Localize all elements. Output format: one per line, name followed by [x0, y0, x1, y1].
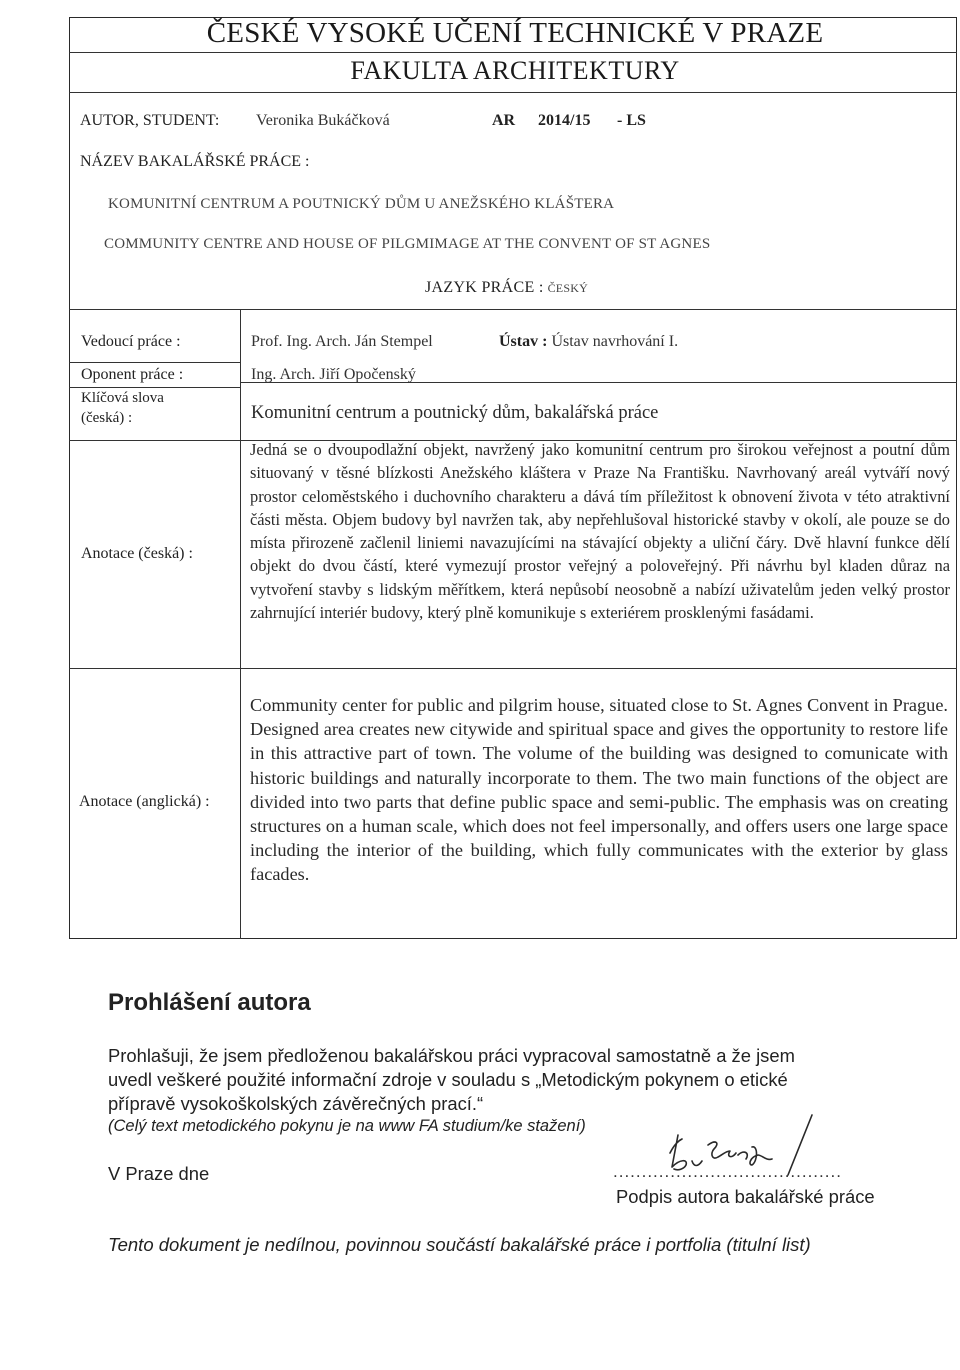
divider	[69, 309, 957, 310]
annotation-en-label: Anotace (anglická) :	[79, 793, 210, 810]
divider	[69, 92, 957, 93]
declaration-line3: přípravě vysokoškolských závěrečných prací.“	[108, 1093, 484, 1114]
annotation-cz-label: Anotace (česká) :	[81, 545, 193, 562]
divider	[69, 387, 241, 388]
institute-label: Ústav :	[499, 333, 548, 350]
institute-value: Ústav navrhování I.	[551, 333, 679, 350]
university-name: ČESKÉ VYSOKÉ UČENÍ TECHNICKÉ V PRAZE	[206, 17, 824, 49]
opponent-label: Oponent práce :	[81, 366, 184, 383]
annotation-cz-text: Jedná se o dvoupodlažní objekt, navržený jako komunitní centrum pro širokou veřejnost a poutní dům situovaný v těsné blízkosti Anežského kláštera v Praze Na Františku. Navrhovaný areál vytváří nový prostor celoměstského i duchovního charakteru a dává tím příležitost k obnovení života v této atraktivní části města. Objem budovy byl navržen tak, aby nepřehlušoval historické stavby v okolí, ale pouze se do místa přirozeně začlenil liniemi navazujícími na stávající objekty a uliční čáry. Dvě hlavní funkce dělí objekt do dvou částí, které vymezují prostor veřejný a poloveřejný. Při návrhu byl kladen důraz na vytvoření stavby s lidským měřítkem, která nepůsobí neosobně a nabízí uživatelům jeden velký prostor zahrnující interiér budovy, který plně komunikuje s exteriérem prosklenými fasádami.	[250, 440, 950, 623]
opponent-name: Ing. Arch. Jiří Opočenský	[251, 366, 416, 383]
divider	[69, 52, 957, 53]
faculty-name: FAKULTA ARCHITEKTURY	[350, 56, 680, 85]
declaration-note: (Celý text metodického pokynu je na www FA studium/ke stažení)	[108, 1117, 586, 1135]
semester: - LS	[617, 112, 646, 129]
author-name: Veronika Bukáčková	[256, 112, 390, 129]
author-label: AUTOR, STUDENT:	[80, 112, 220, 129]
place-date: V Praze dne	[108, 1163, 210, 1184]
language-label: JAZYK PRÁCE :	[425, 279, 544, 296]
thesis-title-label: NÁZEV BAKALÁŘSKÉ PRÁCE :	[80, 153, 310, 170]
annotation-en-text: Community center for public and pilgrim house, situated close to St. Agnes Convent in Prague. Designed area creates new citywide and spiritual space and gives the opportunity to restore life in this attractive part of town. The volume of the building was designed to comunicate with historic buildings and naturally incorporate to them. The two main functions of the object are divided into two parts that define public space and semi-public. The emphasis was on creating structures on a human scale, which does not feel impersonally, and offers users one large space including the interior of the building, which fully communicates with the exterior by glass facades.	[250, 695, 948, 885]
declaration-line1: Prohlašuji, že jsem předloženou bakalářskou práci vypracoval samostatně a že jsem	[108, 1045, 795, 1066]
program-code: AR	[492, 112, 516, 129]
institute	[499, 333, 678, 351]
signature-dots: ........................................	[613, 1162, 842, 1181]
keywords-label-line2: (česká) :	[81, 410, 133, 426]
academic-year: 2014/15	[538, 112, 591, 129]
thesis-title-en: COMMUNITY CENTRE AND HOUSE OF PILGMIMAGE AT THE CONVENT OF ST AGNES	[104, 236, 711, 252]
column-divider	[240, 309, 241, 939]
declaration-title: Prohlášení autora	[108, 989, 311, 1016]
language-value: ČESKÝ	[547, 281, 588, 295]
declaration-line2: uvedl veškeré použité informační zdroje v souladu s „Metodickým pokynem o etické	[108, 1069, 788, 1090]
handwritten-signature	[612, 1105, 852, 1195]
divider	[69, 362, 241, 363]
keywords-label-line1: Klíčová slova	[81, 390, 164, 406]
thesis-language	[425, 279, 588, 297]
keywords-value: Komunitní centrum a poutnický dům, bakalářská práce	[251, 403, 659, 423]
divider	[69, 668, 957, 669]
supervisor-name: Prof. Ing. Arch. Ján Stempel	[251, 333, 433, 350]
thesis-title-cz: KOMUNITNÍ CENTRUM A POUTNICKÝ DŮM U ANEŽSKÉHO KLÁŠTERA	[108, 196, 615, 212]
signature-caption: Podpis autora bakalářské práce	[616, 1186, 875, 1207]
footer-note: Tento dokument je nedílnou, povinnou součástí bakalářské práce i portfolia (titulní list)	[108, 1234, 811, 1255]
supervisor-label: Vedoucí práce :	[81, 333, 181, 350]
